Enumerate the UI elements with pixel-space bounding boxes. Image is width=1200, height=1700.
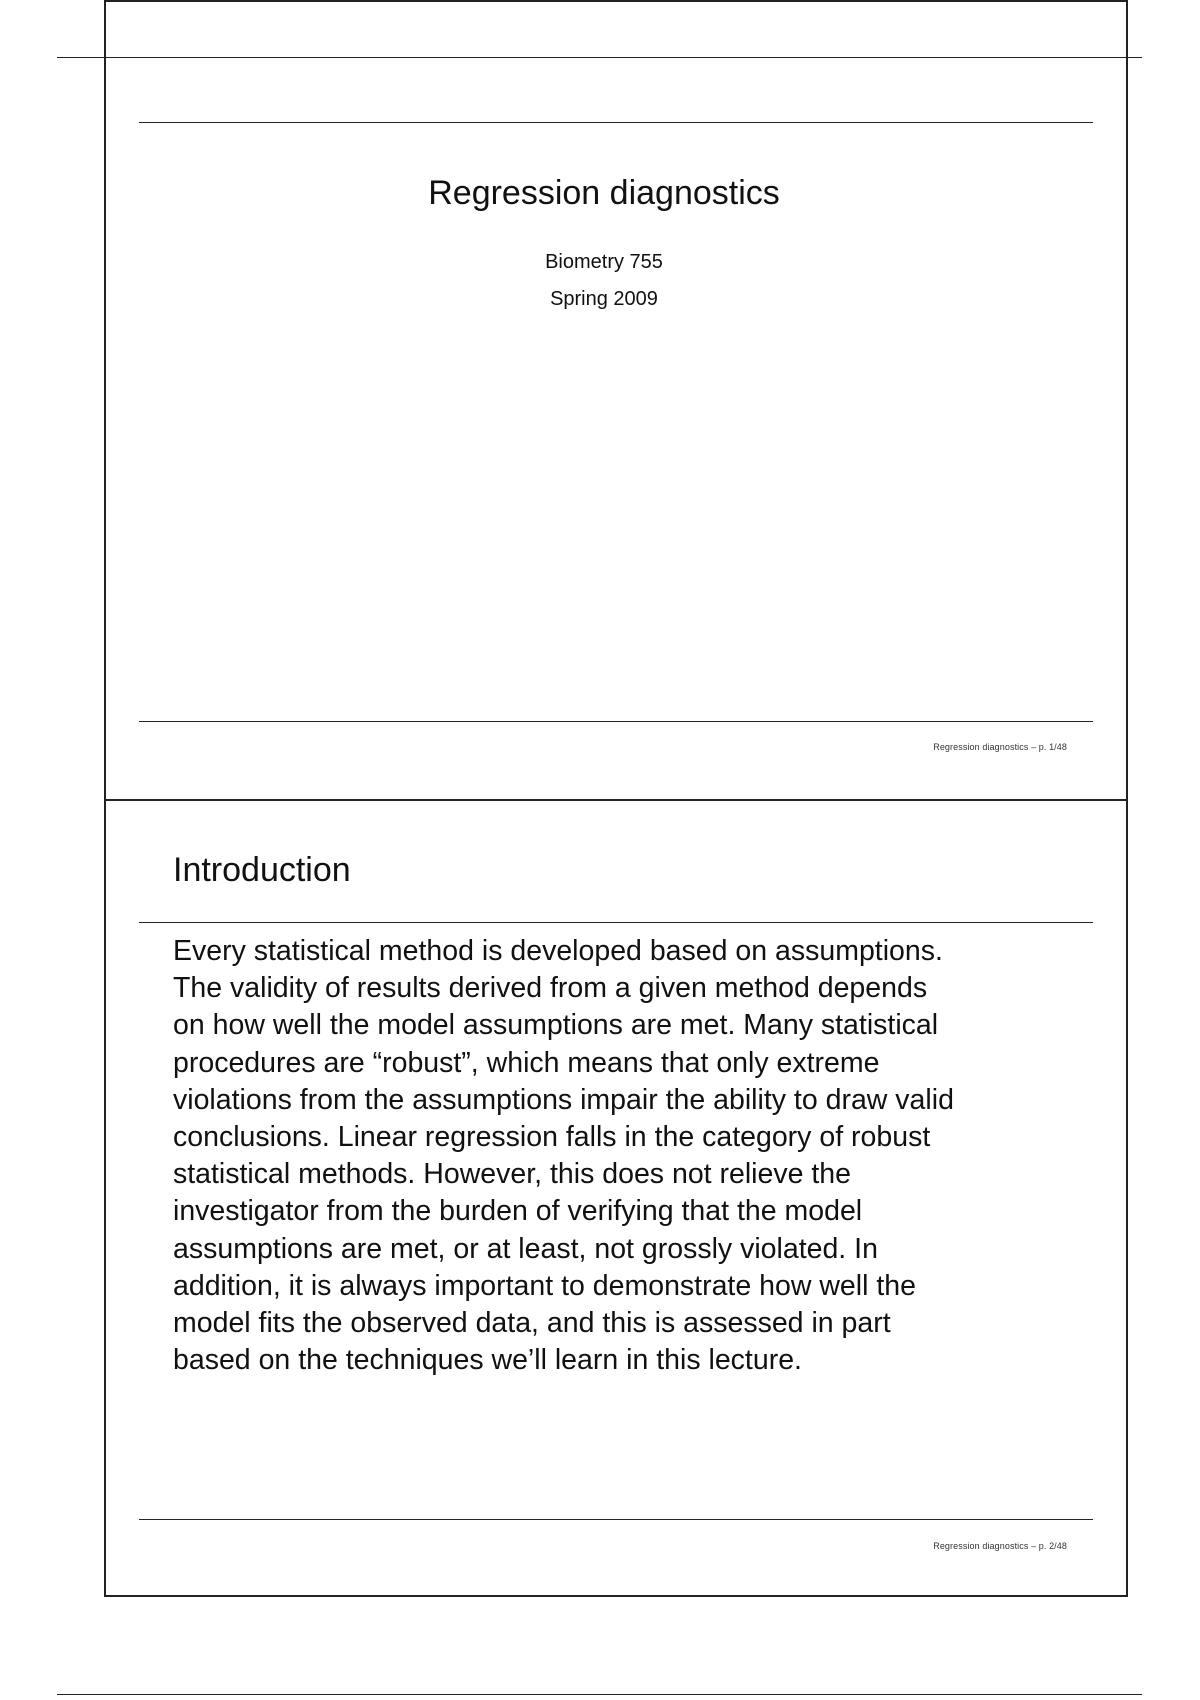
slide-footer-rule [139,1519,1093,1520]
page-bottom-rule [57,1694,1142,1695]
slide-header-rule [139,122,1093,123]
slide-body-text: Every statistical method is developed based on assumptions. The validity of results derived from a given method depends on how well the model assumptions are met. Many statistical procedures are “robust”, which means that only extreme violations from the assumptions impair the ability to draw valid conclusions. Linear regression falls in the category of robust statistical methods. However, this does not relieve the investigator from the burden of verifying that the model assumptions are met, or at least, not grossly violated. In addition, it is always important to demonstrate how well the model fits the observed data, and this is assessed in part based on the techniques we’ll learn in this lecture. [173,935,954,1377]
slide-heading: Introduction [173,851,351,889]
slide-header-rule [139,922,1093,923]
slide-2 [104,801,1128,1597]
slide-footer: Regression diagnostics – p. 1/48 [933,742,1067,752]
term: Spring 2009 [550,288,658,310]
slide-footer-rule [139,721,1093,722]
slide-1 [104,57,1128,801]
slide-title: Regression diagnostics [428,174,780,212]
slide-footer: Regression diagnostics – p. 2/48 [933,1541,1067,1551]
course-name: Biometry 755 [545,251,663,273]
